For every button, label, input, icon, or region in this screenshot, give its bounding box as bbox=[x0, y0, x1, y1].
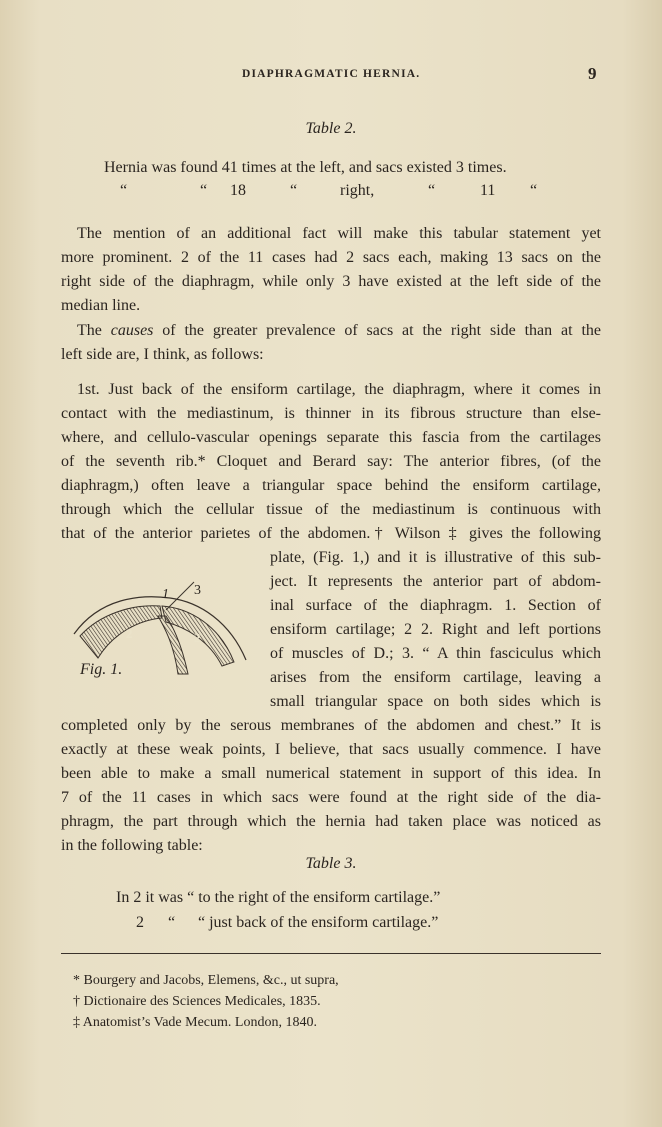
para3-line: where, and cellulo-vascular openings separate this fascia from the cartilages bbox=[61, 429, 601, 446]
para3-line: diaphragm,) often leave a triangular space behind the ensiform cartilage, bbox=[61, 477, 601, 494]
table3-row1: In 2 it was “ to the right of the ensiform cartilage.” bbox=[116, 889, 441, 906]
para3-line: of the seventh rib.* Cloquet and Berard say: The anterior fibres, (of the bbox=[61, 453, 601, 470]
footnote: ‡ Anatomist’s Vade Mecum. London, 1840. bbox=[73, 1015, 317, 1030]
table2-title: Table 2. bbox=[305, 120, 357, 137]
fig-pointer bbox=[166, 582, 194, 610]
figure-caption: Fig. 1. bbox=[80, 661, 123, 678]
table2-side: right, bbox=[340, 182, 375, 199]
ditto-mark: “ bbox=[428, 182, 436, 199]
para2-line1 bbox=[77, 320, 601, 342]
para3-side-line: ject. It represents the anterior part of abdom- bbox=[270, 573, 601, 590]
para3-line: phragm, the part through which the hernia had taken place was noticed as bbox=[61, 813, 601, 830]
para3-line: in the following table: bbox=[61, 837, 203, 854]
para2-text: The bbox=[77, 322, 111, 339]
para3-line: 7 of the 11 cases in which sacs were found at the right side of the dia- bbox=[61, 789, 601, 806]
para3-side-line: plate, (Fig. 1,) and it is illustrative of this sub- bbox=[270, 549, 601, 566]
para3-line: that of the anterior parietes of the abdomen.† Wilson ‡ gives the following bbox=[61, 525, 601, 542]
para3-line: completed only by the serous membranes of the abdomen and chest.” It is bbox=[61, 717, 601, 734]
para3-side-line: inal surface of the diaphragm. 1. Section of bbox=[270, 597, 601, 614]
footnote: † Dictionaire des Sciences Medicales, 1835. bbox=[73, 994, 321, 1009]
para1-line: more prominent. 2 of the 11 cases had 2 sacs each, making 13 sacs on the bbox=[61, 249, 601, 266]
fig-label-2-right: 2 bbox=[194, 630, 201, 645]
para3-line: been able to make a small numerical statement in support of this idea. In bbox=[61, 765, 601, 782]
fig-label-1: 1 bbox=[162, 587, 169, 602]
running-title: DIAPHRAGMATIC HERNIA. bbox=[242, 68, 421, 80]
ditto-mark: “ bbox=[200, 182, 208, 199]
table2-right-count: 18 bbox=[230, 182, 246, 199]
table3-row2-num: 2 bbox=[136, 914, 144, 931]
para3-line: through which the cellular tissue of the mediastinum is continuous with bbox=[61, 501, 601, 518]
table3-title: Table 3. bbox=[305, 855, 357, 872]
fig-left-muscle bbox=[80, 606, 162, 658]
ditto-mark: “ bbox=[290, 182, 298, 199]
para2-emphasis: causes bbox=[110, 322, 154, 339]
ditto-mark: “ bbox=[120, 182, 128, 199]
para1-line: The mention of an additional fact will make this tabular statement yet bbox=[77, 225, 601, 242]
para3-side-line: arises from the ensiform cartilage, leaving a bbox=[270, 669, 601, 686]
fig-label-3: 3 bbox=[194, 583, 201, 598]
footnote: * Bourgery and Jacobs, Elemens, &c., ut supra, bbox=[73, 973, 339, 988]
page-number: 9 bbox=[588, 64, 597, 83]
ditto-mark: “ bbox=[168, 914, 176, 931]
para1-line: right side of the diaphragm, while only 3 have existed at the left side of the bbox=[61, 273, 601, 290]
ditto-mark: “ bbox=[530, 182, 538, 199]
table2-right-sacs: 11 bbox=[480, 182, 496, 199]
para3-line: 1st. Just back of the ensiform cartilage, the diaphragm, where it comes in bbox=[77, 381, 601, 398]
para3-line: contact with the mediastinum, is thinner in its fibrous structure than else- bbox=[61, 405, 601, 422]
para1-line: median line. bbox=[61, 297, 141, 314]
para3-side-line: small triangular space on both sides which is bbox=[270, 693, 601, 710]
table2-row2 bbox=[0, 182, 662, 204]
para3-side-line: of muscles of D.; 3. “ A thin fasciculus which bbox=[270, 645, 601, 662]
table2-row1: Hernia was found 41 times at the left, and sacs existed 3 times. bbox=[104, 159, 507, 176]
para3-line: exactly at these weak points, I believe, that sacs usually commence. I have bbox=[61, 741, 601, 758]
footnote-rule bbox=[61, 953, 601, 954]
para2-text: of the greater prevalence of sacs at the right side than at the bbox=[153, 322, 601, 339]
fig-label-2-left: 2 bbox=[126, 626, 133, 641]
table3-row2-text: “ just back of the ensiform cartilage.” bbox=[198, 914, 439, 931]
para3-side-line: ensiform cartilage; 2 2. Right and left portions bbox=[270, 621, 601, 638]
para2-line2: left side are, I think, as follows: bbox=[61, 346, 264, 363]
page-header bbox=[0, 64, 662, 86]
